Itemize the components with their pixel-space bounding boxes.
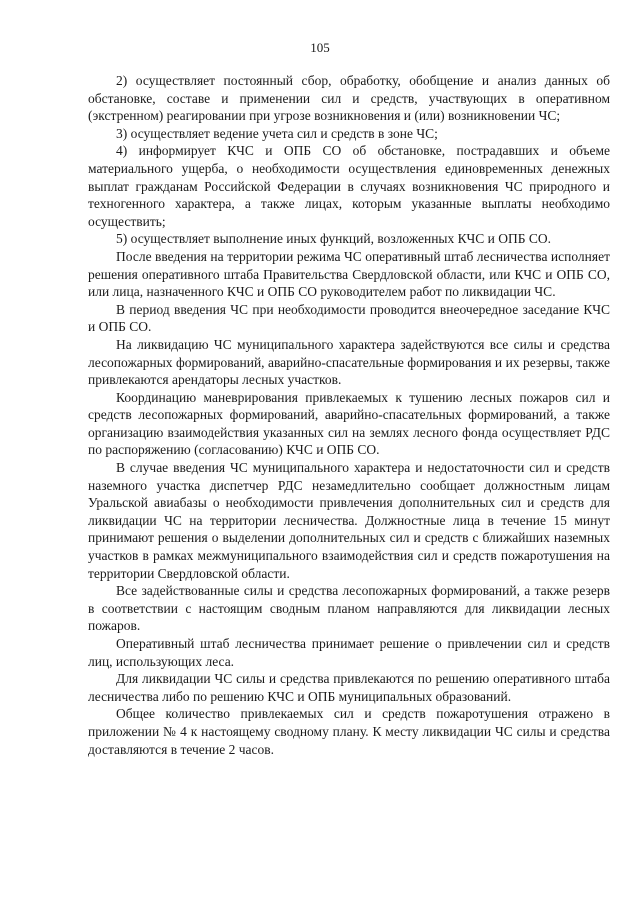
page-number: 105 — [310, 40, 330, 55]
paragraph-5: После введения на территории режима ЧС оперативный штаб лесничества исполняет решения оперативного штаба Правительства Свердловской области, или КЧС и ОПБ СО, или лица, назначенного КЧС и ОПБ СО руководителем работ по ликвидации ЧС. — [88, 248, 610, 300]
paragraph-6: В период введения ЧС при необходимости проводится внеочередное заседание КЧС и ОПБ СО. — [88, 301, 610, 335]
paragraph-13: Общее количество привлекаемых сил и средств пожаротушения отражено в приложении № 4 к настоящему сводному плану. К месту ликвидации ЧС силы и средства доставляются в течение 2 часов. — [88, 706, 610, 757]
paragraph-12: Для ликвидации ЧС силы и средства привлекаются по решению оперативного штаба лесничества либо по решению КЧС и ОПБ муниципальных образований. — [88, 671, 610, 704]
paragraph-3: 4) информирует КЧС и ОПБ СО об обстановке, пострадавших и объеме материального ущерба, о необходимости осуществления единовременных денежных выплат гражданам Российской Федерации в случаях возникновения ЧС природного и техногенного характера, а также лицах, которым указанные выплаты необходимо осуществить; — [88, 143, 610, 229]
document-body — [88, 72, 610, 758]
paragraph-8: Координацию маневрирования привлекаемых к тушению лесных пожаров сил и средств лесопожарных формирований, аварийно-спасательных формирований, а также организацию взаимодействия указанных сил на землях лесного фонда осуществляет РДС по распоряжению (согласованию) КЧС и ОПБ СО. — [88, 389, 610, 458]
paragraph-11: Оперативный штаб лесничества принимает решение о привлечении сил и средств лиц, использующих леса. — [88, 636, 610, 669]
paragraph-10: Все задействованные силы и средства лесопожарных формирований, а также резерв в соответствии с настоящим сводным планом направляются для ликвидации лесных пожаров. — [88, 583, 610, 634]
paragraph-9: В случае введения ЧС муниципального характера и недостаточности сил и средств наземного участка диспетчер РДС незамедлительно сообщает должностным лицам Уральской авиабазы о необходимости привлечения дополнительных сил и средств для ликвидации ЧС на территории лесничества. Должностные лица в течение 15 минут принимают решения о выделении дополнительных сил и средств с ближайших наземных участков в рамках межмуниципального взаимодействия сил и средств пожаротушения на территории Свердловской области. — [88, 460, 610, 581]
paragraph-4: 5) осуществляет выполнение иных функций, возложенных КЧС и ОПБ СО. — [116, 231, 551, 247]
paragraph-1: 2) осуществляет постоянный сбор, обработку, обобщение и анализ данных об обстановке, составе и применении сил и средств, участвующих в оперативном (экстренном) реагировании при угрозе возникновения и (или) возникновении ЧС; — [88, 73, 610, 124]
paragraph-7: На ликвидацию ЧС муниципального характера задействуются все силы и средства лесопожарных формирований, аварийно-спасательные формирования и их резервы, также привлекаются арендаторы лесных участков. — [88, 336, 610, 388]
paragraph-2: 3) осуществляет ведение учета сил и средств в зоне ЧС; — [116, 125, 438, 141]
